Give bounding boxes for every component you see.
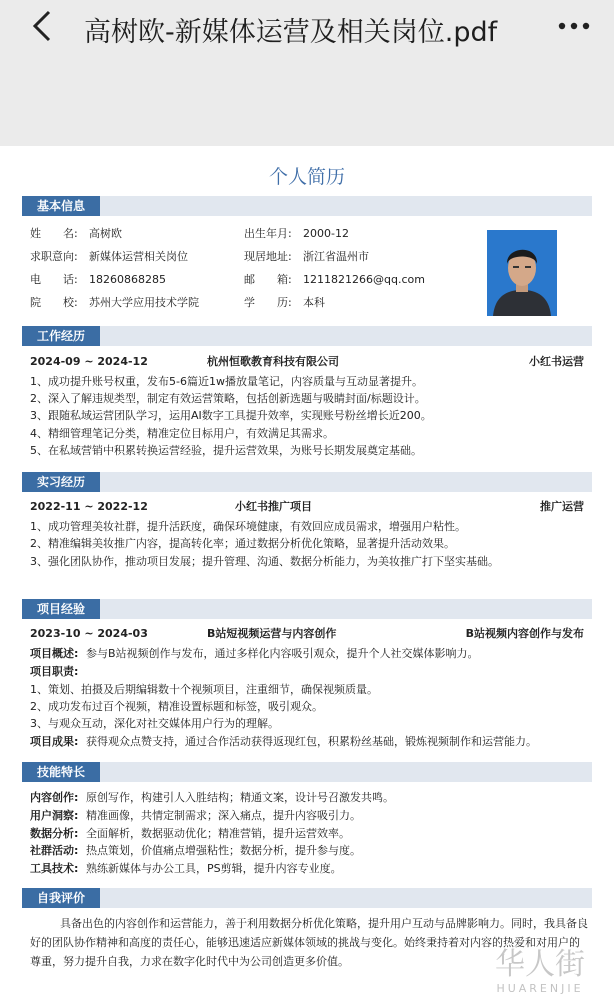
skill-text: 精准画像，共情定制需求；深入痛点，提升内容吸引力。 (86, 809, 361, 822)
profile-photo (487, 230, 557, 316)
top-bar (0, 0, 614, 146)
project-overview: 参与B站视频创作与发布，通过多样化内容吸引观众，提升个人社交媒体影响力。 (86, 647, 479, 660)
project-result-label: 项目成果: (30, 735, 79, 748)
address-label: 现居地址: (244, 250, 292, 263)
work-company: 杭州恒歌教育科技有限公司 (207, 355, 339, 368)
resume-title: 个人简历 (268, 166, 345, 188)
work-item: 2、深入了解违规类型，制定有效运营策略，包括创新选题与吸睛封面/标题设计。 (30, 392, 426, 405)
chevron-left-icon (31, 9, 53, 43)
skill-text: 热点策划，价值痛点增强粘性；数据分析，提升参与度。 (86, 844, 361, 857)
degree-label: 学 历: (244, 296, 292, 309)
birth-value: 2000-12 (303, 227, 349, 240)
skill-label: 内容创作: (30, 791, 79, 804)
watermark-subtext: HUARENJIE (496, 982, 584, 995)
skill-text: 熟练新媒体与办公工具，PS剪辑，提升内容专业度。 (86, 862, 342, 875)
project-period: 2023-10 ~ 2024-03 (30, 627, 148, 640)
project-item: 3、与观众互动，深化对社交媒体用户行为的理解。 (30, 717, 279, 730)
work-item: 5、在私域营销中积累转换运营经验，提升运营效果，为账号长期发展奠定基础。 (30, 444, 422, 457)
work-item: 4、精细管理笔记分类，精准定位目标用户，有效满足其需求。 (30, 427, 334, 440)
project-name: B站短视频运营与内容创作 (207, 627, 337, 640)
section-label: 实习经历 (22, 472, 100, 492)
skill-label: 用户洞察: (30, 809, 79, 822)
email-value: 1211821266@qq.com (303, 273, 425, 286)
degree-value: 本科 (303, 296, 325, 309)
document-title: 高树欧-新媒体运营及相关岗位.pdf (84, 17, 498, 48)
project-duty-label: 项目职责: (30, 665, 79, 678)
intern-item: 1、成功管理美妆社群，提升活跃度，确保环境健康，有效回应成员需求，增强用户粘性。 (30, 520, 466, 533)
back-button[interactable] (22, 6, 62, 46)
watermark-logo (470, 938, 610, 998)
section-header-intern (22, 472, 592, 492)
section-label: 项目经验 (22, 599, 100, 619)
school-value: 苏州大学应用技术学院 (89, 296, 199, 309)
intent-value: 新媒体运营相关岗位 (89, 250, 188, 263)
intern-company: 小红书推广项目 (235, 500, 312, 513)
work-role: 小红书运营 (529, 355, 584, 368)
section-header-basic (22, 196, 592, 216)
project-role: B站视频内容创作与发布 (465, 627, 584, 640)
birth-label: 出生年月: (244, 227, 292, 240)
address-value: 浙江省温州市 (303, 250, 369, 263)
more-dots-icon (558, 22, 590, 30)
section-header-work (22, 326, 592, 346)
section-label: 自我评价 (22, 888, 100, 908)
name-value: 高树欧 (89, 227, 122, 240)
skill-label: 社群活动: (30, 844, 79, 857)
project-overview-label: 项目概述: (30, 647, 79, 660)
skill-label: 工具技术: (30, 862, 79, 875)
phone-value: 18260868285 (89, 273, 166, 286)
email-label: 邮 箱: (244, 273, 292, 286)
intern-role: 推广运营 (540, 500, 584, 513)
school-label: 院 校: (30, 296, 78, 309)
section-header-skills (22, 762, 592, 782)
self-evaluation: 具备出色的内容创作和运营能力，善于利用数据分析优化策略，提升用户互动与品牌影响力。同时，我具备良好的团队协作精神和高度的责任心，能够迅速适应新媒体领域的挑战与变化。始终秉持着对内容的热爱和对用户的尊重，努力提升自我，力求在数字化时代中为公司创造更多价值。 (30, 917, 588, 968)
phone-label: 电 话: (30, 273, 78, 286)
watermark-text: 华人街 (495, 947, 585, 982)
project-item: 2、成功发布过百个视频，精准设置标题和标签，吸引观众。 (30, 700, 323, 713)
intent-label: 求职意向: (30, 250, 78, 263)
section-label: 工作经历 (22, 326, 100, 346)
work-item: 3、跟随私域运营团队学习，运用AI数字工具提升效率，实现账号粉丝增长近200。 (30, 409, 432, 422)
project-item: 1、策划、拍摄及后期编辑数十个视频项目，注重细节，确保视频质量。 (30, 683, 378, 696)
intern-item: 3、强化团队协作，推动项目发展；提升管理、沟通、数据分析能力，为美妆推广打下坚实基础。 (30, 555, 499, 568)
project-result: 获得观众点赞支持，通过合作活动获得返现红包，积累粉丝基础，锻炼视频制作和运营能力。 (86, 735, 537, 748)
skill-text: 全面解析，数据驱动优化；精准营销，提升运营效率。 (86, 827, 350, 840)
pdf-page[interactable] (0, 146, 614, 1000)
skill-text: 原创写作，构建引人入胜结构；精通文案，设计号召激发共鸣。 (86, 791, 394, 804)
intern-item: 2、精准编辑美妆推广内容，提高转化率；通过数据分析优化策略，显著提升活动效果。 (30, 537, 455, 550)
intern-period: 2022-11 ~ 2022-12 (30, 500, 148, 513)
work-item: 1、成功提升账号权重，发布5-6篇近1w播放量笔记，内容质量与互动显著提升。 (30, 375, 423, 388)
section-label: 技能特长 (22, 762, 100, 782)
skill-label: 数据分析: (30, 827, 79, 840)
section-header-project (22, 599, 592, 619)
work-period: 2024-09 ~ 2024-12 (30, 355, 148, 368)
more-options-button[interactable] (552, 10, 596, 42)
section-label: 基本信息 (22, 196, 100, 216)
name-label: 姓 名: (30, 227, 78, 240)
section-header-self (22, 888, 592, 908)
